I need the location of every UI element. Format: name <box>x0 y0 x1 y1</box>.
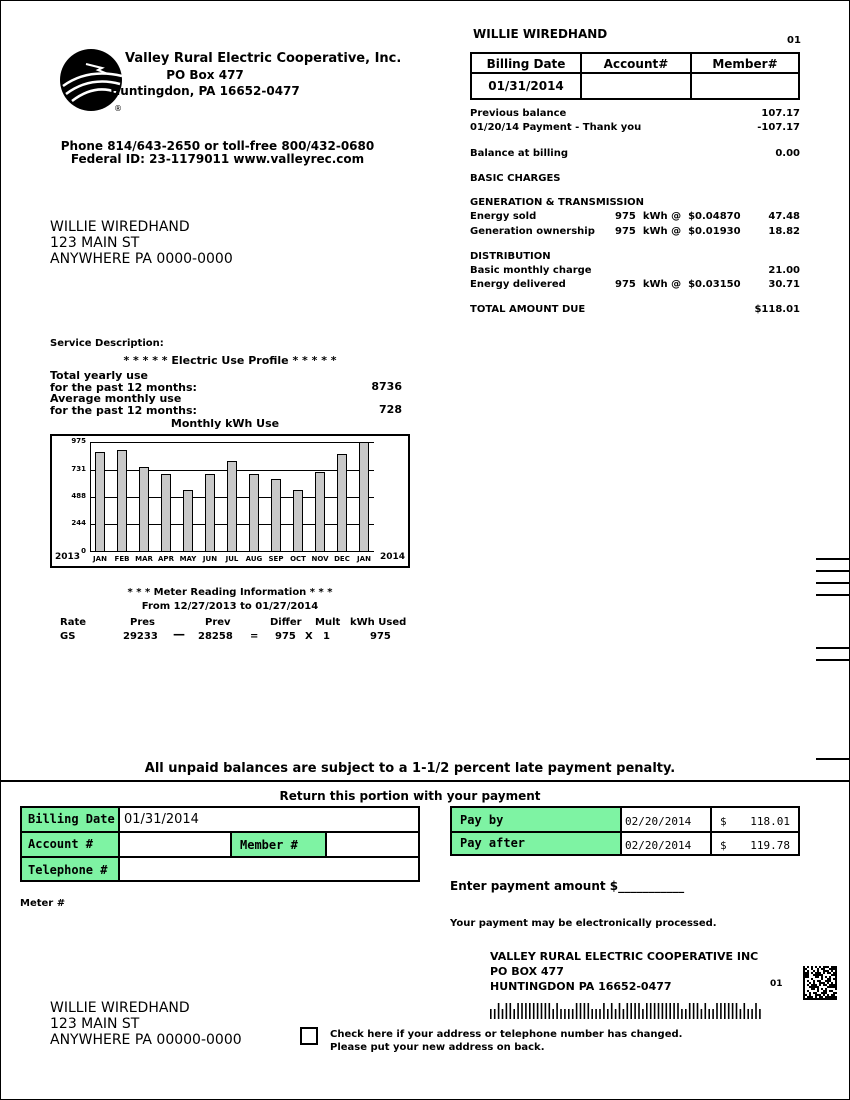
margin-mark <box>816 558 850 560</box>
chart-y-tick-label: 244 <box>71 519 86 528</box>
chart-bar <box>337 454 347 552</box>
chart-x-tick-label: MAY <box>179 555 197 563</box>
chart-bar <box>271 479 281 552</box>
energy-sold-label: Energy sold <box>470 211 537 222</box>
equals-sign: = <box>250 631 259 642</box>
basic-monthly-label: Basic monthly charge <box>470 265 592 276</box>
meter-reading-title: * * * Meter Reading Information * * * <box>127 587 333 598</box>
differ-value: 975 <box>275 631 296 642</box>
pay-by-label: Pay by <box>460 813 504 827</box>
pay-col-divider <box>710 806 712 856</box>
remit-city: HUNTINGDON PA 16652-0477 <box>490 980 672 993</box>
monthly-use-value: 728 <box>379 403 402 416</box>
energy-delivered-calc: 975 kWh @ $0.03150 <box>615 279 741 290</box>
chart-x-tick-label: AUG <box>245 555 263 563</box>
stub-customer-name: WILLIE WIREDHAND <box>50 1000 190 1016</box>
pres-value: 29233 <box>123 631 158 642</box>
chart-bar <box>117 450 127 552</box>
stub-billing-date-value: 01/31/2014 <box>124 812 199 827</box>
pay-by-date: 02/20/2014 <box>625 815 692 828</box>
yearly-use-value: 8736 <box>371 380 402 393</box>
remit-page-number: 01 <box>770 979 783 989</box>
stub-col-divider <box>118 806 120 882</box>
prev-header: Prev <box>205 617 231 628</box>
kwh-used-header: kWh Used <box>350 617 407 628</box>
energy-sold-value: 47.48 <box>768 211 800 222</box>
previous-balance-value: 107.17 <box>761 108 800 119</box>
chart-y-tick-label: 731 <box>71 464 86 473</box>
chart-bar <box>139 467 149 552</box>
billing-date-value: 01/31/2014 <box>472 74 582 98</box>
chart-year-end: 2014 <box>379 552 405 562</box>
pres-header: Pres <box>130 617 155 628</box>
stub-customer-street: 123 MAIN ST <box>50 1016 140 1032</box>
chart-title: Monthly kWh Use <box>170 417 280 430</box>
company-city: Huntingdon, PA 16652-0477 <box>110 84 300 98</box>
margin-mark <box>816 570 850 572</box>
pay-by-amount: 118.01 <box>750 815 790 828</box>
chart-bar <box>249 474 259 552</box>
margin-mark <box>816 582 850 584</box>
late-payment-notice: All unpaid balances are subject to a 1-1/2 percent late payment penalty. <box>144 761 676 776</box>
chart-x-tick-label: JAN <box>93 555 107 563</box>
usage-summary <box>50 370 402 416</box>
stub-customer-address <box>50 1000 242 1048</box>
minus-sign: — <box>173 627 185 641</box>
chart-bar <box>161 474 171 552</box>
pay-after-date: 02/20/2014 <box>625 839 692 852</box>
customer-address <box>50 219 233 267</box>
meter-reading-range: From 12/27/2013 to 01/27/2014 <box>141 601 319 612</box>
company-phone: Phone 814/643-2650 or toll-free 800/432-0680 <box>60 139 375 153</box>
remit-address <box>490 949 758 994</box>
account-header: Account# <box>582 54 692 74</box>
meter-reading-table <box>60 617 410 647</box>
chart-bar <box>293 490 303 552</box>
total-due-value: $118.01 <box>754 304 800 315</box>
chart-x-tick-label: FEB <box>114 555 130 563</box>
payment-value: -107.17 <box>757 122 800 133</box>
checkbox-line-2: Please put your new address on back. <box>330 1042 545 1053</box>
checkbox-line-1: Check here if your address or telephone number has changed. <box>330 1029 683 1040</box>
chart-x-tick-label: SEP <box>268 555 284 563</box>
billing-date-header: Billing Date <box>472 54 582 74</box>
balance-value: 0.00 <box>775 148 800 159</box>
mult-value: 1 <box>323 631 330 642</box>
rate-value: GS <box>60 631 76 642</box>
return-portion-label: Return this portion with your payment <box>279 789 541 803</box>
chart-bar <box>227 461 237 552</box>
chart-bar <box>359 442 369 552</box>
previous-balance-label: Previous balance <box>470 108 567 119</box>
margin-mark <box>816 659 850 661</box>
chart-bar <box>95 452 105 552</box>
yearly-use-label-1: Total yearly use <box>50 369 148 382</box>
stub-billing-date-label: Billing Date <box>28 812 115 826</box>
distribution-heading: DISTRIBUTION <box>470 251 551 262</box>
address-change-checkbox[interactable] <box>300 1027 318 1045</box>
company-name: Valley Rural Electric Cooperative, Inc. <box>125 51 402 66</box>
monthly-use-label-2: for the past 12 months: <box>50 403 197 417</box>
stub-account-label: Account # <box>28 837 94 851</box>
chart-y-tick-label: 0 <box>81 547 86 555</box>
chart-y-tick-label: 975 <box>71 437 86 445</box>
billing-header-table <box>470 52 800 100</box>
stub-col-divider <box>325 831 327 856</box>
remit-po-box: PO BOX 477 <box>490 965 564 978</box>
monthly-kwh-chart <box>50 434 410 568</box>
energy-delivered-value: 30.71 <box>768 279 800 290</box>
energy-delivered-label: Energy delivered <box>470 279 566 290</box>
customer-name: WILLIE WIREDHAND <box>50 219 190 235</box>
chart-gridline <box>90 442 374 443</box>
registered-mark: ® <box>114 104 122 113</box>
member-value <box>692 74 798 98</box>
kwh-used-value: 975 <box>370 631 391 642</box>
generation-ownership-value: 18.82 <box>768 226 800 237</box>
yearly-use-label-2: for the past 12 months: <box>50 380 197 394</box>
pay-by-currency: $ <box>720 815 727 828</box>
chart-x-tick-label: APR <box>158 555 174 563</box>
margin-mark <box>816 647 850 649</box>
chart-x-tick-label: JUN <box>202 555 218 563</box>
basic-charges-heading: BASIC CHARGES <box>470 173 561 184</box>
stub-col-divider <box>230 831 232 856</box>
chart-year-start: 2013 <box>55 552 81 562</box>
monthly-use-label-1: Average monthly use <box>50 392 182 405</box>
address-change-text <box>330 1028 682 1054</box>
customer-street: 123 MAIN ST <box>50 235 140 251</box>
mult-header: Mult <box>315 617 341 628</box>
enter-payment-amount[interactable]: Enter payment amount $___________ <box>450 879 685 893</box>
pay-after-label: Pay after <box>460 836 526 850</box>
chart-x-tick-label: NOV <box>311 555 329 563</box>
chart-bar <box>183 490 193 552</box>
rate-header: Rate <box>60 617 87 628</box>
company-federal-id: Federal ID: 23-1179011 www.valleyrec.com <box>70 152 365 166</box>
chart-y-tick-label: 488 <box>71 491 86 500</box>
pay-after-amount: 119.78 <box>750 839 790 852</box>
company-po-box: PO Box 477 <box>166 68 244 82</box>
stub-member-label: Member # <box>240 838 298 852</box>
chart-x-tick-label: JUL <box>225 555 239 563</box>
prev-value: 28258 <box>198 631 233 642</box>
header-page-number: 01 <box>787 35 801 46</box>
generation-ownership-label: Generation ownership <box>470 226 595 237</box>
qr-code-icon <box>803 966 837 1000</box>
balance-label: Balance at billing <box>470 148 569 159</box>
service-description: Service Description: <box>50 338 164 349</box>
tear-line <box>0 780 850 782</box>
customer-city: ANYWHERE PA 0000-0000 <box>50 251 233 267</box>
member-header: Member# <box>692 54 798 74</box>
chart-bar <box>315 472 325 552</box>
chart-x-tick-label: MAR <box>135 555 153 563</box>
electronic-processing-note: Your payment may be electronically processed. <box>450 918 717 929</box>
remit-name: VALLEY RURAL ELECTRIC COOPERATIVE INC <box>490 950 759 963</box>
chart-x-tick-label: DEC <box>334 555 350 563</box>
stub-telephone-label: Telephone # <box>28 863 108 877</box>
chart-x-tick-label: JAN <box>357 555 371 563</box>
pay-col-divider <box>620 806 622 856</box>
margin-mark <box>816 594 850 596</box>
times-sign: X <box>305 631 313 642</box>
chart-bar <box>205 474 215 552</box>
account-value <box>582 74 692 98</box>
pay-after-currency: $ <box>720 839 727 852</box>
differ-header: Differ <box>270 617 302 628</box>
header-customer-name: WILLIE WIREDHAND <box>473 27 608 41</box>
generation-ownership-calc: 975 kWh @ $0.01930 <box>615 226 741 237</box>
meter-number-label: Meter # <box>20 898 66 909</box>
postal-barcode-icon <box>490 1003 770 1019</box>
margin-mark <box>816 758 850 760</box>
electric-use-profile-title: * * * * * Electric Use Profile * * * * * <box>123 354 337 367</box>
payment-label: 01/20/14 Payment - Thank you <box>470 122 642 133</box>
generation-heading: GENERATION & TRANSMISSION <box>470 197 645 208</box>
basic-monthly-value: 21.00 <box>768 265 800 276</box>
chart-x-tick-label: OCT <box>290 555 306 563</box>
total-due-label: TOTAL AMOUNT DUE <box>470 304 586 315</box>
energy-sold-calc: 975 kWh @ $0.04870 <box>615 211 741 222</box>
stub-customer-city: ANYWHERE PA 00000-0000 <box>50 1032 242 1048</box>
